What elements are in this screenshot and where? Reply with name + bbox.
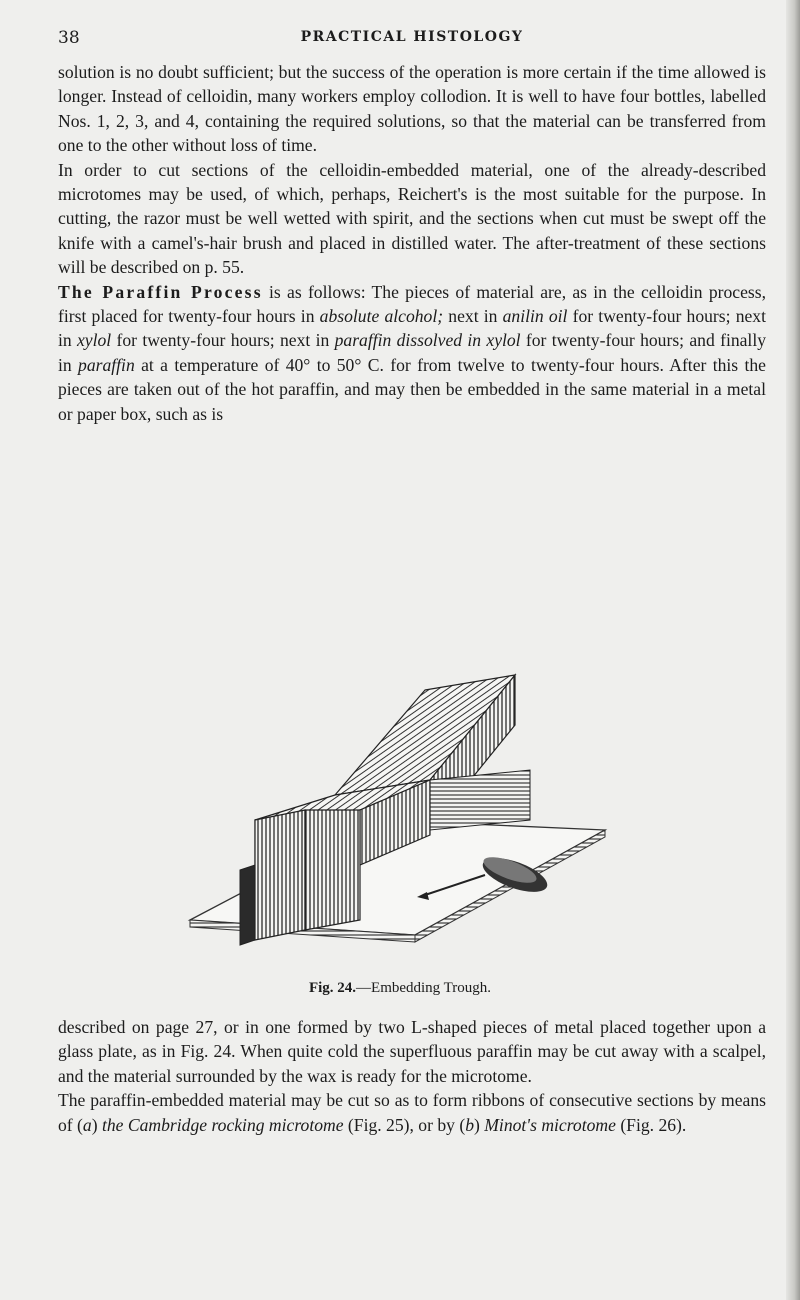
text-run: for twenty-four hours; next in bbox=[111, 330, 335, 351]
italic-text: paraffin dissolved in xylol bbox=[334, 330, 521, 351]
text-run: ) bbox=[91, 1114, 102, 1135]
paragraph bbox=[58, 1088, 766, 1137]
figure-caption bbox=[0, 980, 800, 997]
text-run: ) bbox=[474, 1114, 485, 1135]
text-run: (Fig. 25), or by ( bbox=[343, 1114, 466, 1135]
italic-text: Minot's microtome bbox=[484, 1114, 616, 1135]
book-spine-edge bbox=[786, 0, 800, 1300]
italic-text: anilin oil bbox=[502, 306, 568, 327]
body-text-bottom bbox=[58, 1015, 766, 1137]
italic-text: b bbox=[465, 1114, 475, 1135]
text-run: The paraffin-embedded material may be cut so as to form ribbons of consecutive sections by means of ( bbox=[58, 1090, 766, 1135]
embedding-trough-illustration bbox=[185, 670, 615, 970]
text-run: next in bbox=[443, 306, 503, 327]
figure-label: Fig. 24. bbox=[308, 980, 357, 996]
italic-text: a bbox=[82, 1114, 92, 1135]
running-title: PRACTICAL HISTOLOGY bbox=[300, 29, 524, 45]
text-run: at a temperature of 40° to 50° C. for from twelve to twenty-four hours. After this the pieces are taken out of the hot paraffin, and may then be embedded in the same material in a metal or paper box, such as is bbox=[58, 354, 766, 424]
section-heading: The Paraffin Process bbox=[58, 281, 263, 302]
page-number: 38 bbox=[58, 28, 80, 48]
body-text-top bbox=[58, 60, 766, 426]
italic-text: absolute alcohol; bbox=[319, 306, 444, 327]
paragraph bbox=[58, 280, 766, 426]
paragraph bbox=[58, 1015, 766, 1088]
italic-text: xylol bbox=[77, 330, 112, 351]
page-header bbox=[58, 28, 766, 52]
text-run: solution is no doubt sufficient; but the success of the operation is more certain if the time allowed is longer. Instead of celloidin, many workers employ collodion. It is well to have four bottles, labelled Nos. 1, 2, 3, and 4, containing the required solutions, so that the material can be transferred from one to the other without loss of time. bbox=[58, 62, 766, 156]
figure-embedding-trough bbox=[0, 670, 800, 1000]
paragraph bbox=[58, 158, 766, 280]
paragraph bbox=[58, 60, 766, 158]
italic-text: the Cambridge rocking microtome bbox=[101, 1114, 344, 1135]
text-run: is as follows: The pieces of material are, as in the celloidin process, first placed for twenty-four hours in bbox=[58, 281, 766, 327]
text-run: described on page 27, or in one formed by two L-shaped pieces of metal placed together upon a glass plate, as in Fig. 24. When quite cold the superfluous paraffin may be cut away with a scalpel, and the material surrounded by the wax is ready for the microtome. bbox=[58, 1017, 766, 1086]
italic-text: paraffin bbox=[78, 354, 135, 375]
l-piece-front-short bbox=[255, 810, 305, 940]
figure-caption-text: —Embedding Trough. bbox=[356, 980, 492, 996]
text-run: for twenty-four hours; next in bbox=[58, 306, 766, 351]
text-run: for twenty-four hours; and finally in bbox=[58, 330, 767, 375]
text-run: (Fig. 26). bbox=[615, 1114, 687, 1135]
text-run: In order to cut sections of the celloidin-embedded material, one of the already-described microtomes may be used, of which, perhaps, Reichert's is the most suitable for the purpose. In cutting, the razor must be well wetted with spirit, and the sections when cut must be swept off the knife with a camel's-hair brush and placed in distilled water. The after-treatment of these sections will be described on p. 55. bbox=[58, 159, 766, 278]
